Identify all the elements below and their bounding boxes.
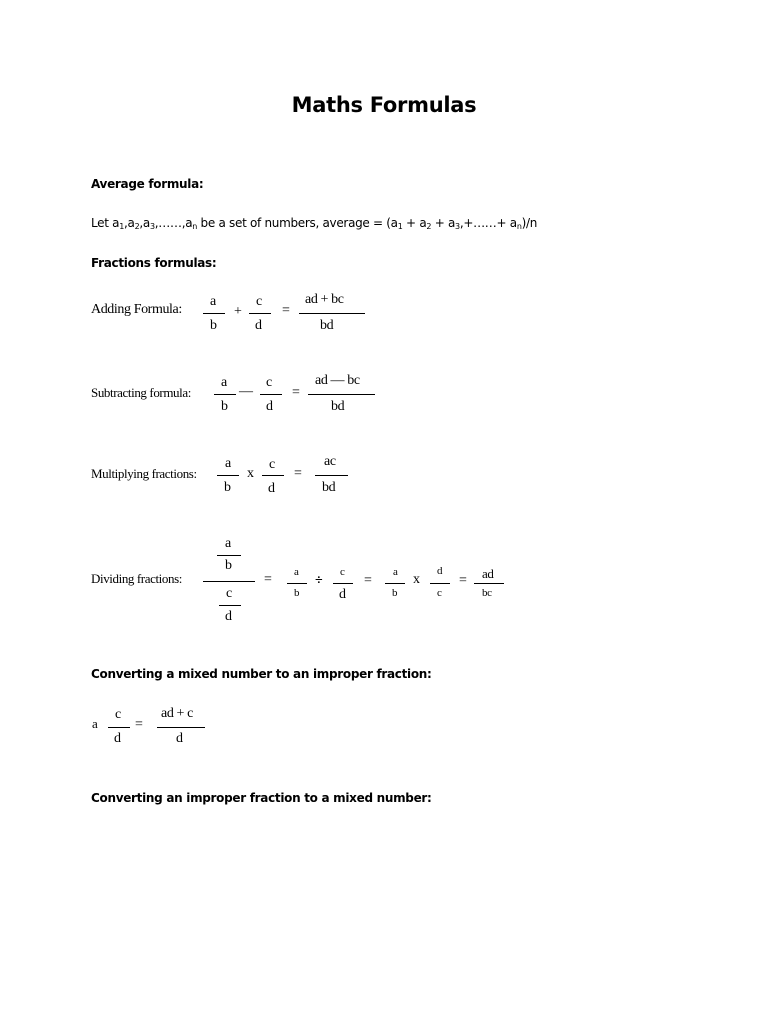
fraction-bar [217,555,241,556]
improper-to-mixed-heading: Converting an improper fraction to a mixed number: [91,791,432,805]
subscript: 3 [455,222,460,231]
numerator: c [269,457,275,472]
equals-sign: = [292,385,300,400]
fraction-bar [108,727,130,728]
mixed-to-improper-heading: Converting a mixed number to an improper fraction: [91,667,432,681]
times-sign: x [413,572,420,587]
average-text: ,……,a [154,216,193,230]
fraction-bar [217,475,239,476]
average-text: ,+……+ a [459,216,517,230]
denominator: b [221,399,228,414]
subscript: 3 [149,222,155,231]
denominator: bd [322,480,336,495]
denominator: b [225,558,232,573]
subtracting-label: Subtracting formula: [91,385,191,400]
average-heading: Average formula: [91,177,204,191]
average-text: ,a [139,216,150,230]
minus-sign: — [239,384,253,399]
numerator: c [340,566,345,578]
equals-sign: = [294,466,302,481]
average-text: ,a [124,216,135,230]
equals-sign: = [264,572,272,587]
fraction-bar [315,475,348,476]
subscript: 1 [119,222,125,231]
denominator: bd [331,399,345,414]
denominator: d [176,731,183,746]
fraction-bar [385,583,405,584]
subscript: 2 [426,222,432,231]
fraction-bar [203,313,225,314]
denominator: b [392,587,398,599]
numerator: c [226,586,232,601]
fraction-bar [287,583,307,584]
average-text-let: Let a [91,216,120,230]
denominator: bc [482,587,492,599]
equals-sign: = [135,717,143,732]
denominator: bd [320,318,334,333]
fraction-bar [260,394,282,395]
numerator: a [225,536,231,551]
fraction-bar [333,583,353,584]
numerator: ad + bc [305,292,344,307]
numerator: c [115,707,121,722]
denominator: d [339,587,346,602]
dividing-label: Dividing fractions: [91,571,182,586]
subscript: n [192,222,198,231]
average-text: + a [402,216,427,230]
plus-sign: + [234,304,242,319]
fractions-heading: Fractions formulas: [91,256,217,270]
numerator: a [393,566,398,578]
fraction-bar [219,605,241,606]
numerator: d [437,565,443,577]
whole-number: a [92,716,98,731]
times-sign: x [247,466,254,481]
denominator: d [114,731,121,746]
fraction-bar [262,475,284,476]
fraction-bar [474,583,504,584]
numerator: c [266,375,272,390]
numerator: ad [482,566,494,581]
fraction-bar [157,727,205,728]
fraction-bar [299,313,365,314]
adding-label: Adding Formula: [91,302,182,317]
denominator: b [210,318,217,333]
denominator: c [437,587,442,599]
numerator: ad + c [161,706,193,721]
subscript: 2 [134,222,140,231]
denominator: d [225,609,232,624]
numerator: a [221,375,227,390]
average-text: be a set of numbers, average = (a [197,216,398,230]
average-formula-line [91,216,537,230]
denominator: b [224,480,231,495]
page-title: Maths Formulas [291,93,477,117]
subscript: n [516,222,522,231]
average-text-end: )/n [521,216,538,230]
fraction-bar [308,394,375,395]
denominator: d [266,399,273,414]
denominator: d [268,481,275,496]
average-text: + a [431,216,456,230]
numerator: a [210,294,216,309]
numerator: ad — bc [315,373,360,388]
denominator: b [294,587,300,599]
equals-sign: = [459,573,467,588]
numerator: c [256,294,262,309]
equals-sign: = [282,303,290,318]
fraction-bar [214,394,236,395]
denominator: d [255,318,262,333]
subscript: 1 [397,222,403,231]
numerator: ac [324,454,336,469]
fraction-bar [430,583,450,584]
numerator: a [294,566,299,578]
multiplying-label: Multiplying fractions: [91,466,197,481]
fraction-bar [249,313,271,314]
divide-sign: ÷ [315,573,323,588]
main-fraction-bar [203,581,255,582]
equals-sign: = [364,573,372,588]
numerator: a [225,456,231,471]
